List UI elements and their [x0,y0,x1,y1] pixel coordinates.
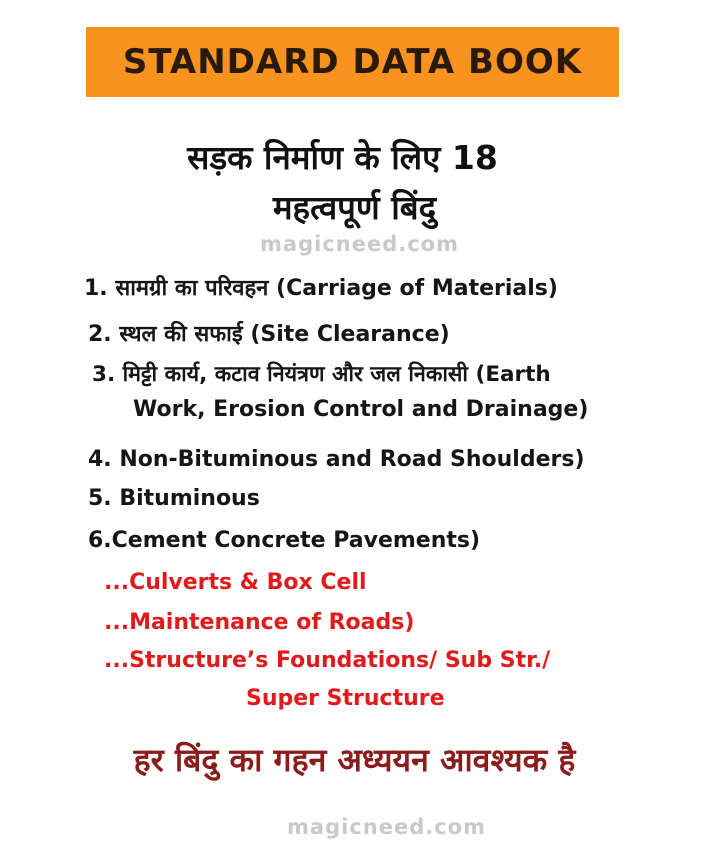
banner-title: STANDARD DATA BOOK [122,42,583,82]
list-item-4: 4. Non-Bituminous and Road Shoulders) [88,447,585,472]
red-item-foundations: ...Structure’s Foundations/ Sub Str./ [104,648,551,673]
list-item-5: 5. Bituminous [88,486,260,511]
hindi-title-line-2: महत्वपूर्ण बिंदु [272,188,437,227]
watermark-top: magicneed.com [260,232,459,256]
red-item-culverts: ...Culverts & Box Cell [104,570,367,595]
list-item-2: 2. स्थल की सफाई (Site Clearance) [88,322,450,347]
list-item-6: 6.Cement Concrete Pavements) [88,528,481,553]
footer-note: हर बिंदु का गहन अध्ययन आवश्यक है [133,741,576,779]
watermark-bottom: magicneed.com [287,815,486,839]
list-item-3-continued: Work, Erosion Control and Drainage) [133,397,589,422]
list-item-3: 3. मिट्टी कार्य, कटाव नियंत्रण और जल निकासी (Earth [92,362,551,387]
red-item-super-structure: Super Structure [246,686,445,711]
list-item-1: 1. सामग्री का परिवहन (Carriage of Materials) [84,276,558,301]
title-banner [86,27,619,97]
hindi-title-line-1: सड़क निर्माण के लिए 18 [187,138,498,177]
red-item-maintenance: ...Maintenance of Roads) [104,610,415,635]
